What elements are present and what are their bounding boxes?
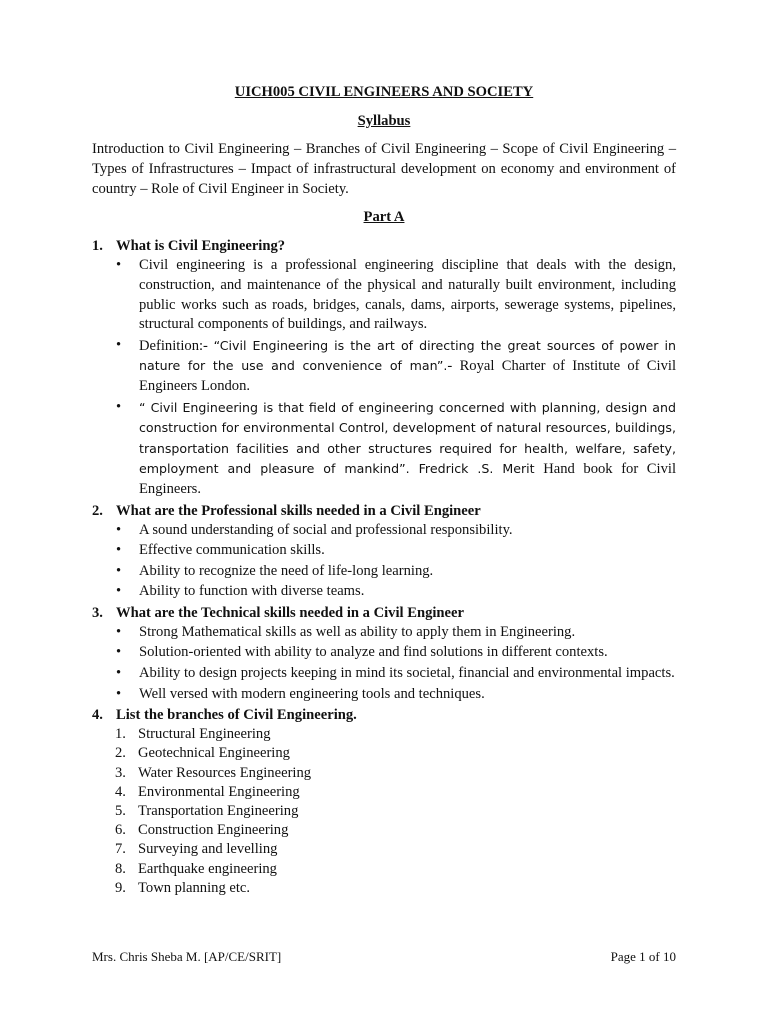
branch-list	[92, 725, 676, 898]
answer-list	[92, 623, 676, 704]
question-4	[92, 705, 676, 898]
list-item: 8. Earthquake engineering	[115, 860, 277, 877]
bullet-icon: •	[116, 685, 122, 702]
question-text: What is Civil Engineering?	[116, 238, 286, 255]
list-item: 5. Transportation Engineering	[115, 803, 299, 820]
footer-author: Mrs. Chris Sheba M. [AP/CE/SRIT]	[92, 949, 282, 964]
document-title: UICH005 CIVIL ENGINEERS AND SOCIETY	[234, 84, 534, 100]
list-item: • Strong Mathematical skills as well as ability to apply them in Engineering.	[116, 623, 676, 643]
question-text: What are the Professional skills needed in a Civil Engineer	[116, 502, 481, 519]
list-item: 2. Geotechnical Engineering	[115, 745, 290, 762]
definition-quote: “Civil Engineering is the art of directing the great sources of power in nature for the use and convenience of man”.	[139, 337, 676, 374]
bullet-icon: •	[116, 644, 122, 661]
list-item: • Ability to design projects keeping in mind its societal, financial and environmental impacts.	[116, 664, 676, 684]
bullet-icon: •	[116, 257, 122, 274]
bullet-icon: •	[116, 542, 122, 559]
question-text: List the branches of Civil Engineering.	[116, 707, 357, 724]
definition-quote: “ Civil Engineering is that field of engineering concerned with planning, design and construction for environmental Control, development of natural resources, buildings, transportation facilities and other structures required for health, welfare, safety, employment and pleasure of mankind”. Fredrick .S. Merit	[139, 399, 676, 477]
part-heading: Part A	[363, 209, 405, 226]
bullet-icon: •	[116, 562, 122, 579]
page-number: Page 1 of 10	[610, 949, 676, 964]
list-item: • “ Civil Engineering is that field of engineering concerned with planning, design and construction for environmental Control, development of natural resources, buildings, transportation facilities and other structures required for health, welfare, safety, employment and pleasure of mankind”. Fredrick .S. Merit Hand book for Civil Engineers.	[116, 398, 677, 497]
syllabus-heading: Syllabus	[357, 113, 411, 129]
bullet-icon: •	[116, 398, 122, 415]
bullet-icon: •	[116, 336, 122, 353]
question-number: 2.	[92, 502, 103, 519]
bullet-icon: •	[116, 583, 122, 600]
question-text: What are the Technical skills needed in a Civil Engineer	[116, 604, 464, 621]
question-number: 1.	[92, 238, 103, 255]
question-1	[92, 236, 676, 499]
list-item: • Ability to recognize the need of life-long learning.	[116, 562, 676, 582]
list-item: • Definition:- “Civil Engineering is the art of directing the great sources of power in nature for the use and convenience of man”.- Royal Charter of Institute of Civil Engineers London.	[116, 336, 676, 394]
list-item: 4. Environmental Engineering	[115, 783, 300, 800]
question-list	[92, 236, 676, 898]
question-3	[92, 603, 676, 704]
question-2	[92, 501, 676, 602]
syllabus-text: Introduction to Civil Engineering – Branches of Civil Engineering – Scope of Civil Engineering – Types of Infrastructures – Impact of infrastructural development on economy and environment of country – Role of Civil Engineer in Society.	[92, 141, 676, 197]
list-item: 9. Town planning etc.	[115, 879, 251, 896]
list-item: 6. Construction Engineering	[115, 822, 289, 839]
question-number: 3.	[92, 604, 103, 621]
answer-list	[92, 256, 676, 499]
list-item: 1. Structural Engineering	[115, 726, 271, 743]
list-item: • A sound understanding of social and professional responsibility.	[116, 521, 676, 541]
list-item: • Well versed with modern engineering tools and techniques.	[116, 685, 676, 705]
bullet-icon: •	[116, 623, 122, 640]
page-footer	[92, 949, 676, 965]
document-page	[92, 82, 676, 898]
list-item: 7. Surveying and levelling	[115, 841, 278, 858]
bullet-icon: •	[116, 521, 122, 538]
question-number: 4.	[92, 707, 103, 724]
list-item: • Solution-oriented with ability to analyze and find solutions in different contexts.	[116, 643, 676, 663]
bullet-icon: •	[116, 665, 122, 682]
answer-list	[92, 521, 676, 602]
list-item: • Effective communication skills.	[116, 541, 676, 561]
list-item: 3. Water Resources Engineering	[115, 764, 312, 781]
list-item: • Civil engineering is a professional engineering discipline that deals with the design, construction, and maintenance of the physical and naturally built environment, including public works such as roads, bridges, canals, dams, airports, sewerage systems, pipelines, structural components of buildings, and railways.	[116, 257, 676, 333]
list-item: • Ability to function with diverse teams.	[116, 582, 676, 602]
